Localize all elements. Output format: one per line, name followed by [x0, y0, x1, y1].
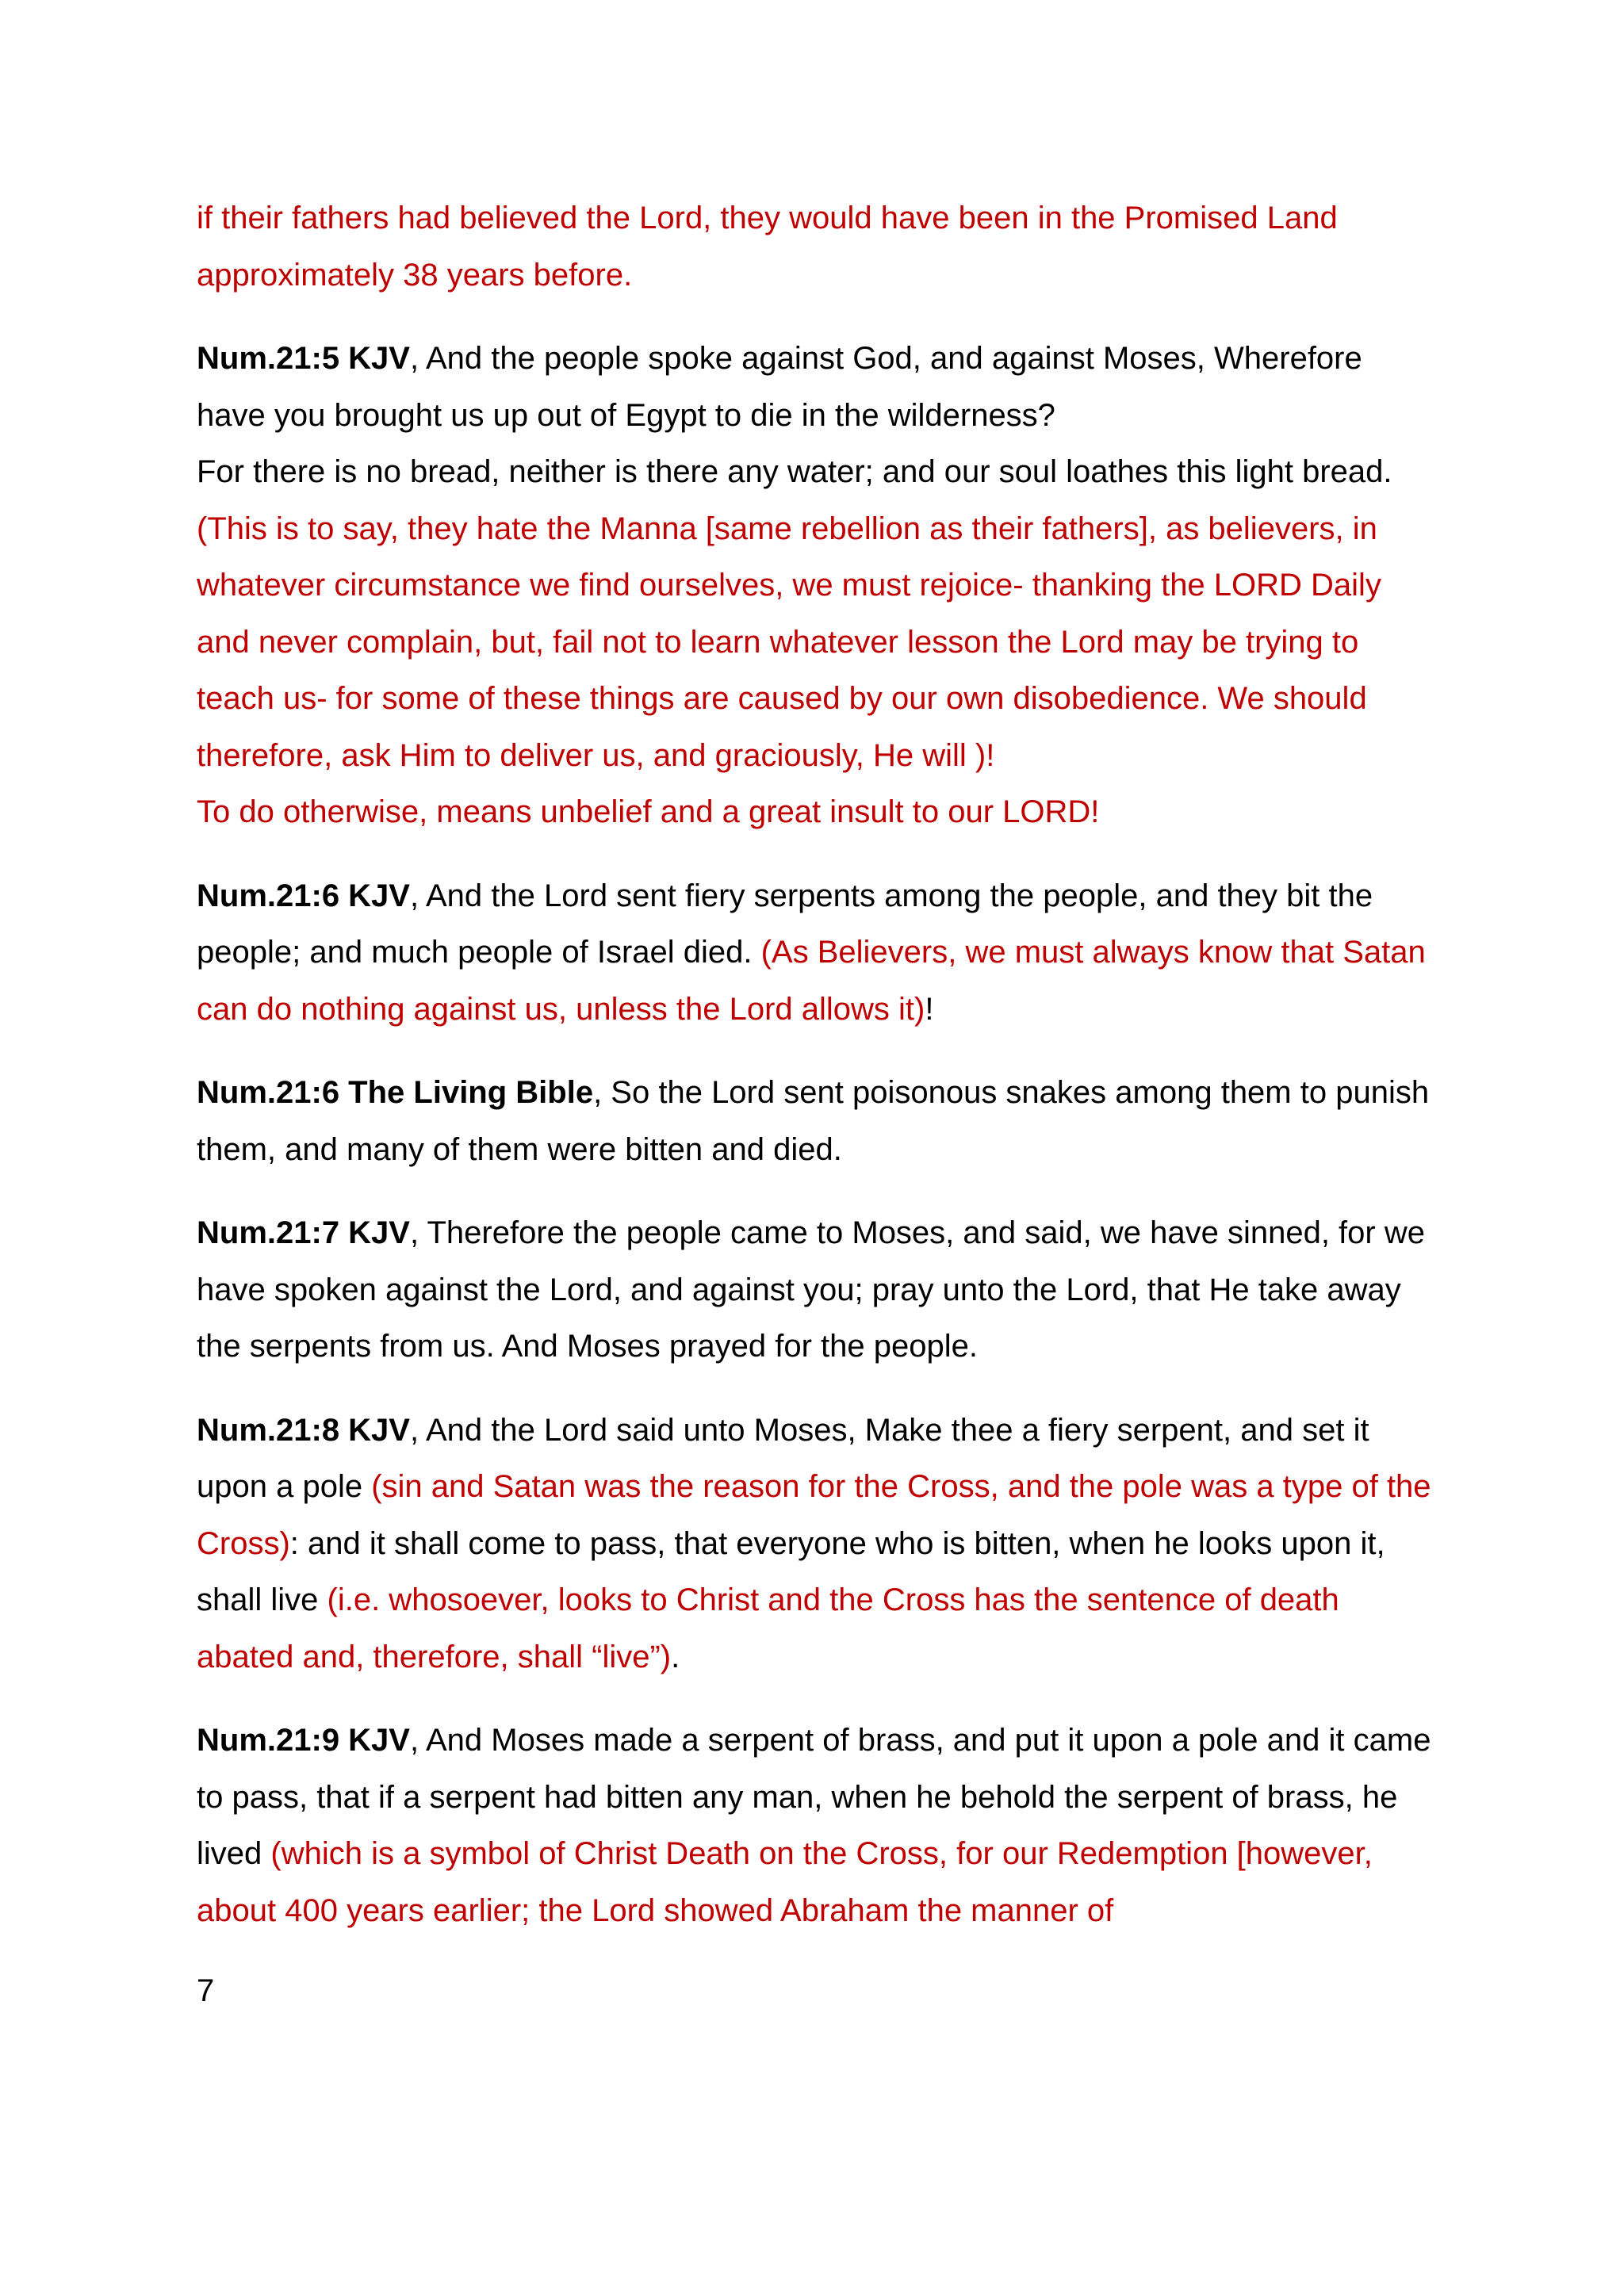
paragraph — [197, 868, 1434, 1039]
verse-reference: Num.21:7 KJV — [197, 1215, 410, 1250]
paragraph — [197, 1065, 1434, 1178]
page-number: 7 — [197, 1973, 215, 2008]
scripture-text: , Therefore the people came to Moses, and said, we have sinned, for we have spoken against the Lord, and against you; pray unto the Lord, that He take away the serpents from us. And Moses prayed for the people. — [197, 1215, 1425, 1364]
paragraph — [197, 190, 1434, 304]
paragraph — [197, 1712, 1434, 1939]
scripture-text: ! — [925, 991, 934, 1027]
verse-reference: Num.21:6 The Living Bible — [197, 1075, 594, 1110]
scripture-text: . — [671, 1639, 680, 1674]
commentary-text: (This is to say, they hate the Manna [same rebellion as their fathers], as believers, in whatever circumstance we find ourselves, we must rejoice- thanking the LORD Daily and never complain, but, fail not to learn whatever lesson the Lord may be trying to teach us- for some of these things are caused by our own disobedience. We should therefore, ask Him to deliver us, and graciously, He will )! — [197, 511, 1381, 773]
commentary-text: if their fathers had believed the Lord, they would have been in the Promised Land approximately 38 years before. — [197, 201, 1338, 293]
scripture-text: , And the Lord sent fiery serpents among the people, and they bit the people; and much people of Israel died. — [197, 878, 1373, 970]
scripture-text: For there is no bread, neither is there any water; and our soul loathes this light bread. — [197, 454, 1392, 489]
verse-reference: Num.21:5 KJV — [197, 341, 410, 376]
paragraph — [197, 1402, 1434, 1686]
commentary-text: To do otherwise, means unbelief and a great insult to our LORD! — [197, 794, 1100, 829]
scripture-text: , And Moses made a serpent of brass, and put it upon a pole and it came to pass, that if a serpent had bitten any man, when he behold the serpent of brass, he lived — [197, 1723, 1431, 1871]
paragraph — [197, 1205, 1434, 1376]
commentary-text: (As Believers, we must always know that Satan can do nothing against us, unless the Lord allows it) — [197, 935, 1426, 1027]
scripture-text: , And the people spoke against God, and against Moses, Wherefore have you brought us up out of Egypt to die in the wilderness? — [197, 341, 1362, 433]
page-body — [197, 190, 1434, 1966]
verse-reference: Num.21:9 KJV — [197, 1723, 410, 1758]
commentary-text: (which is a symbol of Christ Death on the Cross, for our Redemption [however, about 400 years earlier; the Lord showed Abraham the manner of — [197, 1836, 1373, 1928]
verse-reference: Num.21:8 KJV — [197, 1412, 410, 1448]
scripture-text: , And the Lord said unto Moses, Make thee a fiery serpent, and set it upon a pole — [197, 1412, 1369, 1504]
scripture-text: , So the Lord sent poisonous snakes among them to punish them, and many of them were bitten and died. — [197, 1075, 1430, 1167]
commentary-text: (sin and Satan was the reason for the Cross, and the pole was a type of the Cross) — [197, 1469, 1431, 1561]
paragraph — [197, 331, 1434, 841]
verse-reference: Num.21:6 KJV — [197, 878, 410, 913]
commentary-text: (i.e. whosoever, looks to Christ and the Cross has the sentence of death abated and, therefore, shall “live”) — [197, 1582, 1339, 1674]
scripture-text: : and it shall come to pass, that everyone who is bitten, when he looks upon it, shall live — [197, 1525, 1385, 1617]
